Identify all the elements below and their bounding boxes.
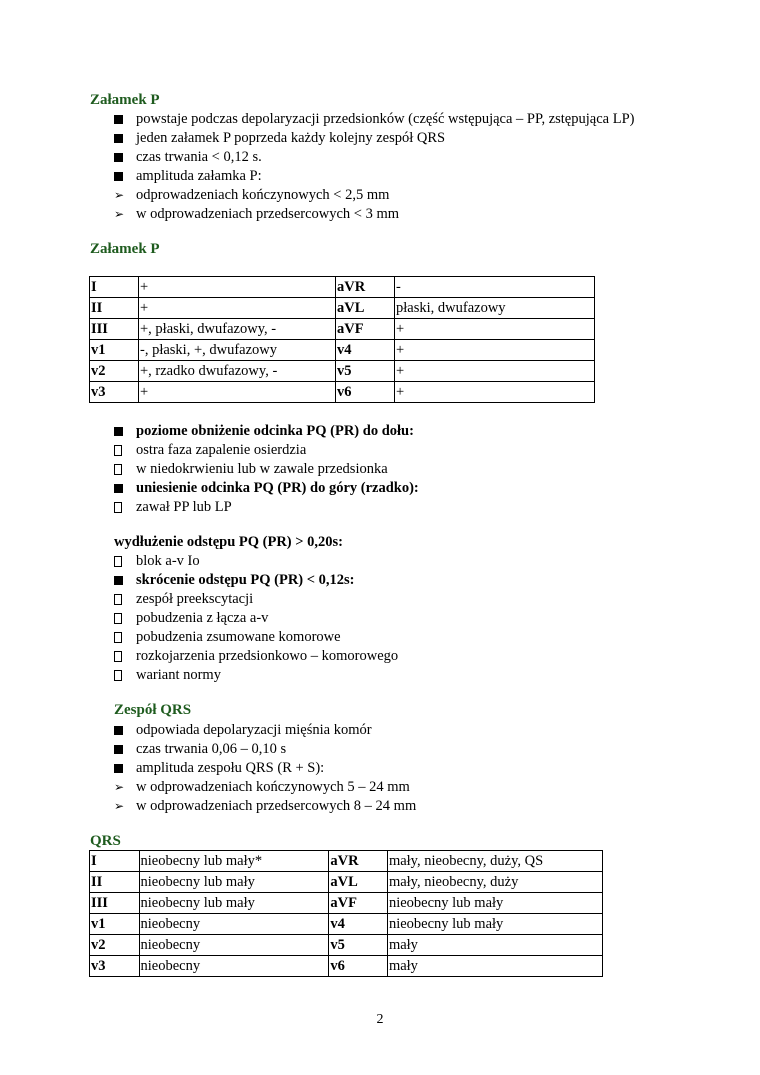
lead-cell: aVR bbox=[336, 277, 395, 298]
value-cell: nieobecny lub mały bbox=[387, 914, 602, 935]
lead-cell: aVF bbox=[336, 319, 395, 340]
lead-cell: v4 bbox=[329, 914, 388, 935]
table-row bbox=[90, 935, 603, 956]
list-item-text: uniesienie odcinka PQ (PR) do góry (rzadko): bbox=[136, 480, 419, 496]
lead-cell: v6 bbox=[329, 956, 388, 977]
table-row bbox=[90, 914, 603, 935]
table-row bbox=[90, 956, 603, 977]
list-item-text: powstaje podczas depolaryzacji przedsionków (część wstępująca – PP, zstępująca LP) bbox=[136, 111, 635, 127]
value-cell: nieobecny lub mały bbox=[139, 872, 329, 893]
list-item-text: amplituda załamka P: bbox=[136, 168, 262, 184]
value-cell: płaski, dwufazowy bbox=[395, 298, 595, 319]
table-row bbox=[90, 361, 595, 382]
value-cell: nieobecny lub mały bbox=[139, 893, 329, 914]
square-bullet-icon bbox=[114, 759, 132, 779]
lead-cell: aVF bbox=[329, 893, 388, 914]
list-item-text: poziome obniżenie odcinka PQ (PR) do dołu: bbox=[136, 423, 414, 439]
value-cell: nieobecny bbox=[139, 914, 329, 935]
square-bullet-icon bbox=[114, 571, 132, 591]
value-cell: + bbox=[138, 298, 335, 319]
box-bullet-icon bbox=[114, 460, 132, 481]
section-title-qrs-table: QRS bbox=[90, 833, 121, 849]
arrow-bullet-icon: ➢ bbox=[114, 188, 125, 202]
box-bullet-icon bbox=[114, 590, 132, 611]
lead-cell: v5 bbox=[336, 361, 395, 382]
square-bullet-icon bbox=[114, 167, 132, 187]
table-row bbox=[90, 340, 595, 361]
table-row bbox=[90, 277, 595, 298]
square-bullet-icon bbox=[114, 422, 132, 442]
list-item-text: w odprowadzeniach kończynowych 5 – 24 mm bbox=[136, 779, 410, 795]
box-bullet-icon bbox=[114, 498, 132, 519]
square-bullet-icon bbox=[114, 479, 132, 499]
box-bullet-icon bbox=[114, 441, 132, 462]
box-bullet-icon bbox=[114, 552, 132, 573]
list-item-text: zespół preekscytacji bbox=[136, 591, 254, 607]
lead-cell: II bbox=[90, 298, 139, 319]
list-item-text: odprowadzeniach kończynowych < 2,5 mm bbox=[136, 187, 390, 203]
box-bullet-icon bbox=[114, 666, 132, 687]
lead-cell: v4 bbox=[336, 340, 395, 361]
list-item-text: pobudzenia z łącza a-v bbox=[136, 610, 269, 626]
value-cell: nieobecny lub mały* bbox=[139, 851, 329, 872]
lead-cell: v3 bbox=[90, 382, 139, 403]
table-row bbox=[90, 382, 595, 403]
arrow-bullet-icon: ➢ bbox=[114, 780, 125, 794]
list-item-text: skrócenie odstępu PQ (PR) < 0,12s: bbox=[136, 572, 355, 588]
value-cell: mały bbox=[387, 935, 602, 956]
pq-prolongation-heading: wydłużenie odstępu PQ (PR) > 0,20s: bbox=[114, 534, 343, 550]
list-item-text: czas trwania 0,06 – 0,10 s bbox=[136, 741, 287, 757]
list-item-text: pobudzenia zsumowane komorowe bbox=[136, 629, 341, 645]
lead-cell: v2 bbox=[90, 361, 139, 382]
value-cell: mały, nieobecny, duży bbox=[387, 872, 602, 893]
value-cell: + bbox=[138, 277, 335, 298]
box-bullet-icon bbox=[114, 609, 132, 630]
list-item-text: amplituda zespołu QRS (R + S): bbox=[136, 760, 325, 776]
square-bullet-icon bbox=[114, 721, 132, 741]
lead-cell: v2 bbox=[90, 935, 140, 956]
value-cell: +, płaski, dwufazowy, - bbox=[138, 319, 335, 340]
table-row bbox=[90, 298, 595, 319]
box-bullet-icon bbox=[114, 647, 132, 668]
list-item-text: rozkojarzenia przedsionkowo – komorowego bbox=[136, 648, 399, 664]
list-item-text: czas trwania < 0,12 s. bbox=[136, 149, 262, 165]
list-item-text: jeden załamek P poprzeda każdy kolejny zespół QRS bbox=[136, 130, 446, 146]
arrow-bullet-icon: ➢ bbox=[114, 207, 125, 221]
lead-cell: III bbox=[90, 893, 140, 914]
section-title-zespol-qrs: Zespół QRS bbox=[114, 702, 192, 718]
lead-cell: III bbox=[90, 319, 139, 340]
lead-cell: v5 bbox=[329, 935, 388, 956]
list-item-text: w odprowadzeniach przedsercowych < 3 mm bbox=[136, 206, 400, 222]
table-row bbox=[90, 893, 603, 914]
box-bullet-icon bbox=[114, 628, 132, 649]
value-cell: nieobecny lub mały bbox=[387, 893, 602, 914]
lead-cell: v6 bbox=[336, 382, 395, 403]
list-item-text: w niedokrwieniu lub w zawale przedsionka bbox=[136, 461, 388, 477]
lead-cell: v1 bbox=[90, 914, 140, 935]
value-cell: nieobecny bbox=[139, 935, 329, 956]
value-cell: nieobecny bbox=[139, 956, 329, 977]
lead-cell: aVL bbox=[329, 872, 388, 893]
value-cell: -, płaski, +, dwufazowy bbox=[138, 340, 335, 361]
section-title-zalamek-p: Załamek P bbox=[90, 92, 160, 108]
table-row bbox=[90, 851, 603, 872]
section-title-zalamek-p-table: Załamek P bbox=[90, 241, 160, 257]
lead-cell: aVR bbox=[329, 851, 388, 872]
list-item-text: ostra faza zapalenie osierdzia bbox=[136, 442, 307, 458]
value-cell: + bbox=[395, 361, 595, 382]
list-item-text: wariant normy bbox=[136, 667, 221, 683]
value-cell: + bbox=[395, 340, 595, 361]
arrow-bullet-icon: ➢ bbox=[114, 799, 125, 813]
list-item-text: odpowiada depolaryzacji mięśnia komór bbox=[136, 722, 372, 738]
lead-cell: v1 bbox=[90, 340, 139, 361]
lead-cell: I bbox=[90, 277, 139, 298]
value-cell: + bbox=[395, 382, 595, 403]
value-cell: mały, nieobecny, duży, QS bbox=[387, 851, 602, 872]
square-bullet-icon bbox=[114, 740, 132, 760]
value-cell: +, rzadko dwufazowy, - bbox=[138, 361, 335, 382]
value-cell: - bbox=[395, 277, 595, 298]
square-bullet-icon bbox=[114, 129, 132, 149]
lead-cell: II bbox=[90, 872, 140, 893]
lead-cell: aVL bbox=[336, 298, 395, 319]
list-item-text: zawał PP lub LP bbox=[136, 499, 232, 515]
qrs-table bbox=[89, 850, 603, 977]
lead-cell: v3 bbox=[90, 956, 140, 977]
table-row bbox=[90, 872, 603, 893]
square-bullet-icon bbox=[114, 110, 132, 130]
table-row bbox=[90, 319, 595, 340]
list-item-text: blok a-v Io bbox=[136, 553, 200, 569]
page-number: 2 bbox=[376, 1012, 384, 1027]
square-bullet-icon bbox=[114, 148, 132, 168]
lead-cell: I bbox=[90, 851, 140, 872]
list-item-text: w odprowadzeniach przedsercowych 8 – 24 mm bbox=[136, 798, 417, 814]
value-cell: + bbox=[395, 319, 595, 340]
value-cell: mały bbox=[387, 956, 602, 977]
value-cell: + bbox=[138, 382, 335, 403]
zalamek-p-table bbox=[89, 276, 595, 403]
